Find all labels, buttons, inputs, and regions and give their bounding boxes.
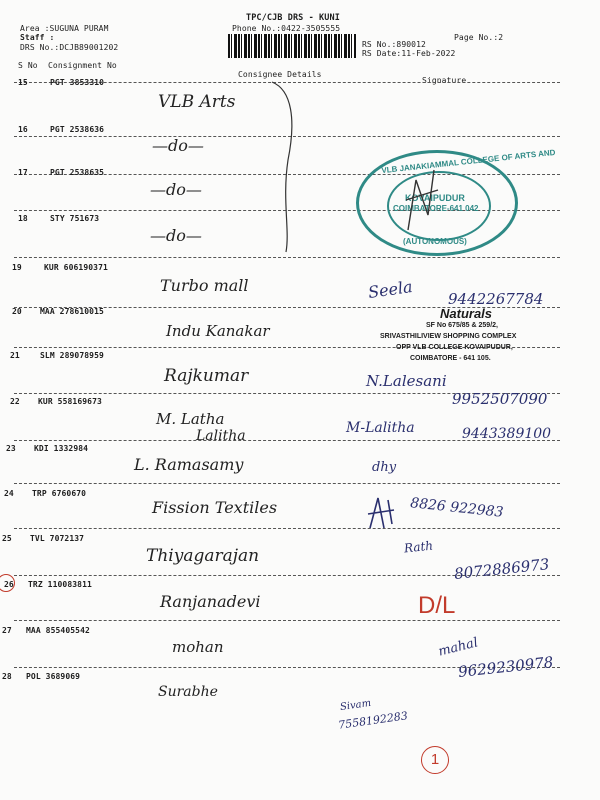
drs-number: DRS No.:DCJB89001202 [20, 43, 119, 52]
row-26-consignment: TRZ 110083811 [28, 580, 92, 589]
row-20-consignee: Indu Kanakar [166, 322, 270, 340]
row-16-consignment: PGT 2538636 [50, 125, 105, 134]
row-16-sno: 16 [18, 125, 28, 134]
highlight-circle [0, 574, 15, 592]
stamp-line3: OPP VLB COLLEGE KOVAIPUDUR, [396, 344, 513, 351]
stamp-line4: COIMBATORE - 641 105. [410, 355, 491, 362]
row-18-consignee: —do— [150, 226, 202, 245]
bracket-line [270, 80, 300, 260]
rs-number: RS No.:890012 [362, 40, 426, 49]
row-22-signature: M-Lalitha [346, 420, 415, 436]
row-25-signature: Rath [403, 538, 434, 556]
row-23-signature: dhy [372, 460, 397, 475]
row-17-consignment: PGT 2538635 [50, 168, 105, 177]
college-seal: VLB JANAKIAMMAL COLLEGE OF ARTS AND KOVAIPUDUR COIMBATORE-641 042 (AUTONOMOUS) [356, 150, 518, 256]
row-26-consignee: Ranjanadevi [160, 592, 261, 611]
row-24-sno: 24 [4, 489, 14, 498]
page-mark: 1 [421, 746, 449, 774]
row-28-consignee: Surabhe [158, 684, 218, 700]
row-24-consignment: TRP 6760670 [32, 489, 87, 498]
row-19-phone: 9442267784 [448, 290, 544, 308]
row-21-sno: 21 [10, 351, 20, 360]
row-15-consignee: VLB Arts [158, 92, 236, 112]
row-28-phone: 7558192283 [337, 709, 409, 732]
row-21-consignee: Rajkumar [164, 366, 249, 386]
row-26-signature: D/L [418, 592, 456, 619]
row-21-consignment: SLM 289078959 [40, 351, 104, 360]
area-label: Area :SUGUNA PURAM [20, 24, 109, 33]
row-18-consignment: STY 751673 [50, 214, 100, 223]
page-number: Page No.:2 [454, 33, 504, 42]
row-23-consignee: L. Ramasamy [134, 455, 244, 474]
row-24-phone: 8826 922983 [409, 495, 505, 521]
col-signature: Signature [422, 76, 467, 85]
row-25-phone: 8072886973 [453, 555, 551, 583]
row-23-consignment: KDI 1332984 [34, 444, 89, 453]
staff-label: Staff : [20, 33, 55, 42]
row-19-consignment: KUR 606190371 [44, 263, 108, 272]
row-17-sno: 17 [18, 168, 28, 177]
row-22-sno: 22 [10, 397, 20, 406]
row-28-consignment: POL 3689069 [26, 672, 81, 681]
seal-signature [398, 160, 448, 240]
row-22-phone: 9443389100 [462, 426, 552, 442]
row-17-consignee: —do— [150, 180, 202, 199]
col-consignee: Consignee Details [238, 70, 322, 79]
row-22-consignee: M. Latha [156, 410, 225, 428]
row-22-consignee-correction: Lalitha [196, 428, 246, 444]
row-15-sno: 15 [18, 78, 28, 87]
row-27-consignment: MAA 855405542 [26, 626, 90, 635]
phone-number: Phone No.:0422-3505555 [232, 24, 341, 33]
row-27-consignee: mohan [172, 638, 224, 656]
col-consignment: Consignment No [48, 61, 117, 70]
row-20-consignment: MAA 278610015 [40, 307, 104, 316]
row-27-sno: 27 [2, 626, 12, 635]
row-22-consignment: KUR 558169673 [38, 397, 102, 406]
row-23-sno: 23 [6, 444, 16, 453]
row-27-signature: mahal [436, 635, 480, 660]
row-25-sno: 25 [2, 534, 12, 543]
col-sno: S No [18, 61, 38, 70]
row-19-signature: Seela [366, 276, 414, 303]
row-28-sno: 28 [2, 672, 12, 681]
row-15-consignment: PGT 3853310 [50, 78, 105, 87]
row-20-sno: 20 [12, 307, 22, 316]
row-28-signature: Sivam [339, 697, 372, 714]
row-19-consignee: Turbo mall [160, 276, 249, 295]
rs-date: RS Date:11-Feb-2022 [362, 49, 456, 58]
row-25-consignee: Thiyagarajan [146, 546, 260, 566]
barcode [228, 34, 356, 58]
stamp-name: Naturals [440, 306, 493, 321]
row-24-consignee: Fission Textiles [152, 498, 278, 517]
row-19-sno: 19 [12, 263, 22, 272]
row-21-signature: N.Lalesani [366, 372, 447, 390]
row-25-consignment: TVL 7072137 [30, 534, 85, 543]
stamp-line2: SRIVASTHILIVIEW SHOPPING COMPLEX [380, 333, 517, 340]
report-title: TPC/CJB DRS - KUNI [246, 13, 340, 23]
stamp-line1: SF No 675/85 & 259/2, [426, 322, 498, 329]
row-26-sno: 26 [4, 580, 14, 589]
row-24-signature [364, 494, 404, 534]
row-27-phone: 9629230978 [457, 653, 555, 681]
row-21-phone: 9952507090 [452, 390, 548, 408]
row-16-consignee: —do— [152, 136, 204, 155]
row-18-sno: 18 [18, 214, 28, 223]
